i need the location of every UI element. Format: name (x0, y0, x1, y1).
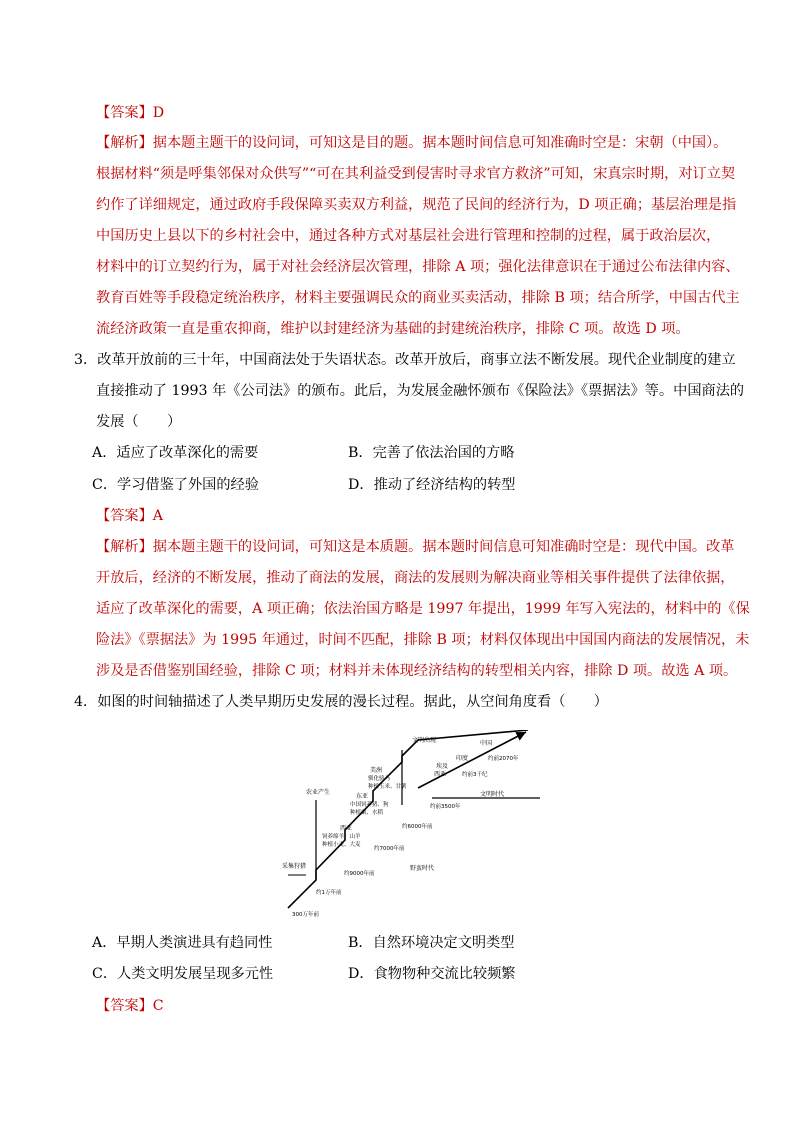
q3-option-a[interactable]: A．适应了改革深化的需要 (92, 445, 259, 461)
q3-analysis-line-1: 【解析】据本题主题干的设问词，可知这是本质题。据本题时间信息可知准确时空是：现代中国。改革 (96, 539, 735, 555)
analysis-tag: 【解析】 (96, 539, 153, 555)
label-corn: 种植玉米、甘薯 (368, 784, 407, 790)
label-agriculture: 农业产生 (306, 789, 331, 796)
q2-analysis-line-3: 约作了详细规定，通过政府手段保障买卖双方利益，规范了民间的经济行为，D 项正确；基层治理是指 (96, 197, 737, 213)
label-china: 中国 (480, 740, 493, 747)
label-east-asia: 东亚 (356, 793, 369, 800)
label-2070bc: 约前2070年 (488, 756, 519, 762)
label-civilization-appears: 文明出现 (412, 737, 437, 744)
q4-answer (96, 996, 164, 1016)
q2-answer (96, 103, 164, 123)
timeline-figure (270, 730, 550, 920)
q3-option-b[interactable]: B．完善了依法治国的方略 (348, 445, 515, 461)
q4-option-d[interactable]: D．食物物种交流比较频繁 (348, 966, 516, 982)
answer-tag: 【答案】 (96, 508, 153, 524)
answer-value: C (152, 998, 164, 1014)
analysis-tag: 【解析】 (96, 135, 153, 151)
answer-value: D (152, 105, 165, 121)
label-americas: 美洲 (370, 767, 383, 774)
label-6000ya: 约6000年前 (402, 824, 433, 830)
q3-analysis-line-2: 开放后，经济的不断发展，推动了商法的发展，商法的发展则为解决商业等相关事件提供了法律依据， (96, 570, 735, 586)
q4-option-c[interactable]: C．人类文明发展呈现多元性 (92, 966, 274, 982)
q4-option-a[interactable]: A．早期人类演进具有趋同性 (92, 935, 273, 951)
label-egypt: 埃及 (436, 763, 449, 770)
label-9000ya: 约9000年前 (344, 871, 375, 877)
label-llama: 驯化骆马 (368, 776, 391, 782)
q3-option-c[interactable]: C．学习借鉴了外国的经验 (92, 477, 259, 493)
q3-stem-line-3: 发展（ ） (96, 414, 182, 430)
label-3rd-millennium: 约前3千纪 (462, 772, 488, 778)
label-hunting: 采集狩猎 (282, 863, 307, 870)
question-number: 4． (74, 694, 98, 710)
label-india: 印度 (456, 755, 469, 762)
q4-stem: 4．如图的时间轴描述了人类早期历史发展的漫长过程。据此，从空间角度看（ ） (74, 694, 608, 710)
label-wheat-barley: 种植小麦、大麦 (322, 842, 361, 848)
q3-option-d[interactable]: D．推动了经济结构的转型 (348, 477, 516, 493)
label-savage-era: 野蛮时代 (410, 865, 435, 872)
q2-analysis-line-6: 教育百姓等手段稳定统治秩序，材料主要强调民众的商业买卖活动，排除 B 项；结合所学，中国古代主 (96, 290, 740, 306)
q2-analysis-line-7: 流经济政策一直是重农抑商，维护以封建经济为基础的封建统治秩序，排除 C 项。故选 D 项。 (96, 321, 690, 337)
label-10000ya: 约1万年前 (316, 890, 342, 896)
label-3500bc: 约前3500年 (430, 804, 461, 810)
q2-analysis-line-2: 根据材料“须是呼集邻保对众供写”“可在其利益受到侵害时寻求官方救济”可知，宋真宗时期，对订立契 (96, 166, 736, 182)
question-number: 3． (74, 352, 98, 368)
label-west-asia: 西亚 (340, 825, 353, 832)
q2-analysis-line-1: 【解析】据本题主题干的设问词，可知这是目的题。据本题时间信息可知准确时空是：宋朝（中国）。 (96, 135, 728, 151)
answer-value: A (152, 508, 164, 524)
q3-analysis-line-5: 涉及是否借鉴别国经验，排除 C 项；材料并未体现经济结构的转型相关内容，排除 D 项。故选 A 项。 (96, 663, 738, 679)
q3-stem-line-1: 3．改革开放前的三十年，中国商法处于失语状态。改革开放后，商事立法不断发展。现代企业制度的建立 (74, 352, 736, 368)
label-west-asia-2: 西亚 (434, 771, 447, 778)
label-civilization-era: 文明时代 (480, 791, 505, 798)
label-sheep-goats: 饲养绵羊、山羊 (322, 834, 361, 840)
label-3million-ya: 300万年前 (292, 912, 319, 918)
label-pigs-dogs: 中国饲养猪、狗 (350, 802, 389, 808)
q4-option-b[interactable]: B．自然环境决定文明类型 (348, 935, 515, 951)
q3-analysis-line-4: 险法》《票据法》为 1995 年通过，时间不匹配，排除 B 项；材料仅体现出中国国内商法的发展情况，未 (96, 632, 750, 648)
q3-analysis-line-3: 适应了改革深化的需要，A 项正确；依法治国方略是 1997 年提出，1999 年写入宪法的，材料中的《保 (96, 601, 750, 617)
label-millet-rice: 种植粟、水稻 (350, 810, 384, 816)
q3-stem-line-2: 直接推动了 1993 年《公司法》的颁布。此后，为发展金融怀颁布《保险法》《票据法》等。中国商法的 (96, 383, 745, 399)
answer-tag: 【答案】 (96, 998, 153, 1014)
answer-tag: 【答案】 (96, 105, 153, 121)
label-7000ya: 约7000年前 (374, 846, 405, 852)
q2-analysis-line-4: 中国历史上县以下的乡村社会中，通过各种方式对基层社会进行管理和控制的过程，属于政治层次， (96, 228, 721, 244)
q2-analysis-line-5: 材料中的订立契约行为，属于对社会经济层次管理，排除 A 项；强化法律意识在于通过公布法律内容、 (96, 259, 740, 275)
q3-answer (96, 506, 163, 526)
